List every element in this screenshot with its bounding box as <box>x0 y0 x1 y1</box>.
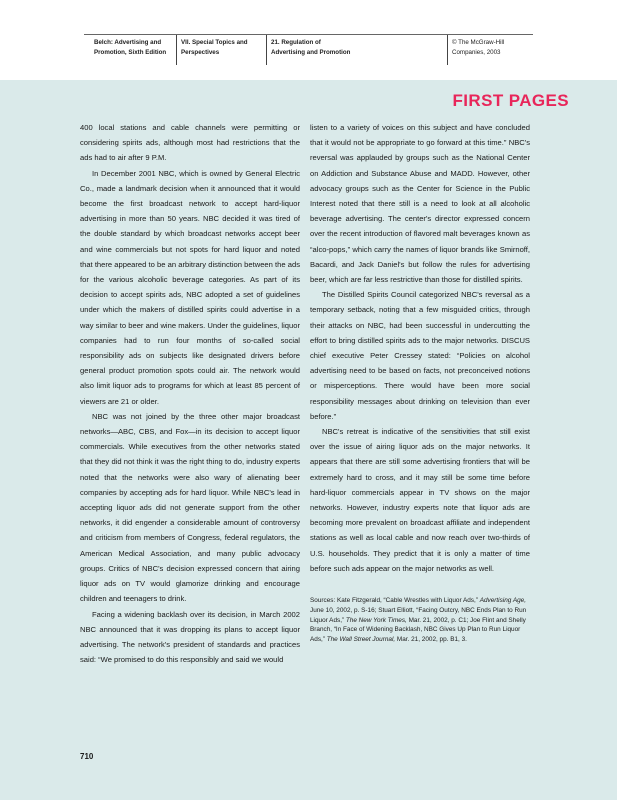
running-header <box>0 0 617 80</box>
header-rule <box>84 34 533 35</box>
page-number: 710 <box>80 752 94 761</box>
header-book-title: Belch: Advertising and Promotion, Sixth Edition <box>94 39 167 56</box>
header-copyright: © The McGraw-Hill Companies, 2003 <box>452 39 505 56</box>
header-divider <box>266 35 267 65</box>
header-chapter: 21. Regulation of Advertising and Promotion <box>271 39 351 56</box>
paragraph: Facing a widening backlash over its decision, in March 2002 NBC announced that it was dropping its plans to accept liquor advertising. The network's president of standards and practices said: “We promised to do this responsibly and said we would <box>80 609 300 665</box>
header-divider <box>447 35 448 65</box>
first-pages-banner: FIRST PAGES <box>452 91 569 110</box>
paragraph: NBC was not joined by the three other major broadcast networks—ABC, CBS, and Fox—in its decision to accept liquor commercials. While executives from the other networks stated that they did not think it was the right thing to do, industry experts noted that the networks were also wary of alienating beer companies by accepting ads for hard liquor. While NBC's lead in accepting liquor ads did not generate support from the other networks, it did engender a considerable amount of controversy and criticism from members of Congress, federal regulators, the American Medical Association, and many public advocacy groups. Critics of NBC's decision expressed concern that airing liquor ads on TV would glamorize drinking and encourage children and teenagers to drink. <box>80 411 300 604</box>
paragraph: listen to a variety of voices on this subject and have concluded that it would not be appropriate to go forward at this time.” NBC's reversal was applauded by groups such as the National Center on Addiction and Substance Abuse and MADD. However, other advocacy groups such as the Center for Science in the Public Interest noted that there still is a need to look at all alcoholic beverage advertising. The center's director expressed concern over the recent introduction of flavored malt beverages known as “alco-pops,” which carry the names of liquor brands like Smirnoff, Bacardi, and Jack Daniel's but follow the rules for advertising beer, which are far less restrictive than those for distilled spirits. <box>310 123 530 285</box>
header-divider <box>176 35 177 65</box>
left-column <box>80 120 300 667</box>
paragraph: NBC's retreat is indicative of the sensitivities that still exist over the issue of airing liquor ads on the major networks. It appears that there are still some advertising frontiers that will be extremely hard to cross, and it may still be some time before hard-liquor commercials appear in TV shows on the major networks. However, industry experts note that liquor ads are becoming more prevalent on broadcast affiliate and independent stations as well as local cable and now reach over two-thirds of U.S. households. They predict that it is only a matter of time before such ads appear on the major networks as well. <box>310 427 530 573</box>
paragraph: In December 2001 NBC, which is owned by General Electric Co., made a landmark decision when it announced that it would become the first broadcast network to accept hard-liquor advertising in more than 50 years. NBC decided it was tired of the double standard by which broadcast networks accept beer and wine commercials but not spots for hard liquor and noted that there appeared to be an arbitrary distinction between the ads for the various alcoholic beverage categories. As part of its decision to accept spirits ads, NBC adopted a set of guidelines under which the makers of distilled spirits could advertise in a way similar to beer and wine makers. Under the guidelines, liquor companies had to run four months of so-called social responsibility ads on subjects like designated drivers before general product promotion spots could air. The network would also limit liquor ads to programs for which at least 85 percent of viewers are 21 or older. <box>80 168 300 406</box>
header-section: VII. Special Topics and Perspectives <box>181 39 248 56</box>
paragraph: 400 local stations and cable channels were permitting or considering spirits ads, although most had restrictions that the ads had to air after 9 P.M. <box>80 123 300 163</box>
paragraph: The Distilled Spirits Council categorized NBC's reversal as a temporary setback, noting that a few misguided critics, through their attacks on NBC, had been successful in undercutting the effort to bring distilled spirits ads to the major networks. DISCUS chief executive Peter Cressey stated: “Policies on alcohol advertising need to be based on facts, not preconceived notions or misperceptions. There would have been more social responsibility messages about drinking on television than ever before.” <box>310 290 530 421</box>
right-column <box>310 120 530 645</box>
sources-note: Sources: Kate Fitzgerald, “Cable Wrestles with Liquor Ads,” Advertising Age, June 10, 2002, p. S-16; Stuart Elliott, “Facing Outcry, NBC Ends Plan to Run Liquor Ads,” The New York Times, Mar. 21, 2002, p. C1; Joe Flint and Shelly Branch, “In Face of Widening Backlash, NBC Gives Up Plan to Run Liquor Ads,” The Wall Street Journal, Mar. 21, 2002, pp. B1, 3. <box>310 597 527 644</box>
